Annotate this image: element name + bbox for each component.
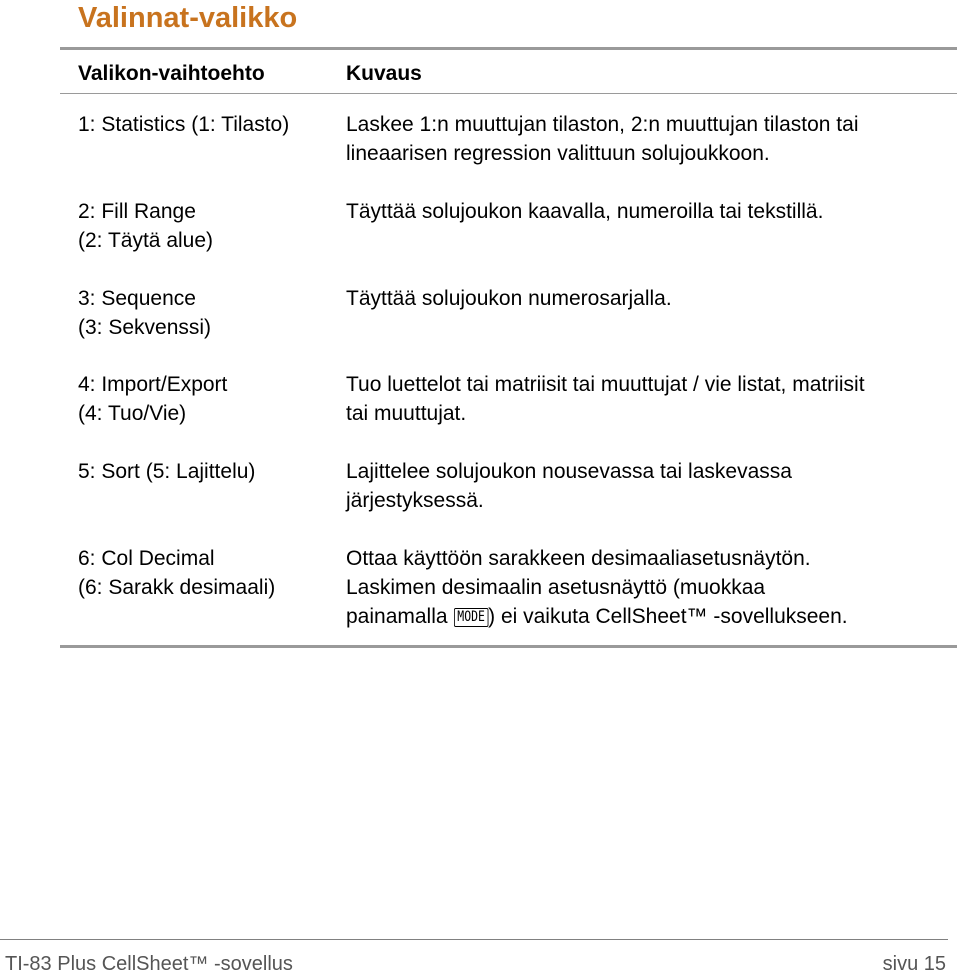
option-cell (78, 457, 338, 486)
header-description: Kuvaus (346, 62, 422, 85)
description-line: lineaarisen regression valittuun solujoukkoon. (346, 142, 770, 165)
description-line: järjestyksessä. (346, 489, 484, 512)
description-cell (346, 110, 950, 168)
description-line (346, 602, 950, 631)
option-line: 3: Sequence (78, 287, 196, 310)
description-cell (346, 457, 950, 515)
page-title: Valinnat-valikko (78, 2, 298, 34)
option-line: 1: Statistics (1: Tilasto) (78, 113, 290, 136)
bottom-rule (60, 645, 957, 648)
option-cell (78, 370, 338, 428)
option-cell (78, 197, 338, 255)
option-line: 2: Fill Range (78, 200, 196, 223)
description-line: Laskee 1:n muuttujan tilaston, 2:n muuttujan tilaston tai (346, 113, 859, 136)
header-option: Valikon-vaihtoehto (78, 62, 265, 85)
option-line: 4: Import/Export (78, 373, 228, 396)
top-rule (60, 47, 957, 50)
description-cell (346, 544, 950, 631)
footer-product-name: TI-83 Plus CellSheet™ -sovellus (5, 953, 293, 975)
description-cell (346, 284, 950, 313)
option-line: (2: Täytä alue) (78, 229, 214, 252)
description-text: ) ei vaikuta CellSheet™ -sovellukseen. (488, 605, 848, 628)
description-text: painamalla (346, 605, 454, 628)
option-cell (78, 110, 338, 139)
footer-page-number: sivu 15 (882, 953, 946, 975)
description-line: Lajittelee solujoukon nousevassa tai laskevassa (346, 460, 792, 483)
description-line: Täyttää solujoukon numerosarjalla. (346, 287, 672, 310)
option-line: (3: Sekvenssi) (78, 316, 212, 339)
footer-rule (0, 939, 948, 940)
description-line: Täyttää solujoukon kaavalla, numeroilla tai tekstillä. (346, 200, 824, 223)
option-cell (78, 284, 338, 342)
option-line: 5: Sort (5: Lajittelu) (78, 460, 256, 483)
description-cell (346, 370, 950, 428)
mode-key-icon: MODE (454, 608, 488, 627)
header-rule (60, 93, 957, 94)
description-line: Laskimen desimaalin asetusnäyttö (muokkaa (346, 576, 766, 599)
description-line: tai muuttujat. (346, 402, 467, 425)
option-cell (78, 544, 338, 602)
option-line: 6: Col Decimal (78, 547, 215, 570)
description-line: Tuo luettelot tai matriisit tai muuttujat / vie listat, matriisit (346, 373, 865, 396)
description-cell (346, 197, 950, 226)
description-line: Ottaa käyttöön sarakkeen desimaaliasetusnäytön. (346, 547, 811, 570)
option-line: (4: Tuo/Vie) (78, 402, 187, 425)
option-line: (6: Sarakk desimaali) (78, 576, 276, 599)
